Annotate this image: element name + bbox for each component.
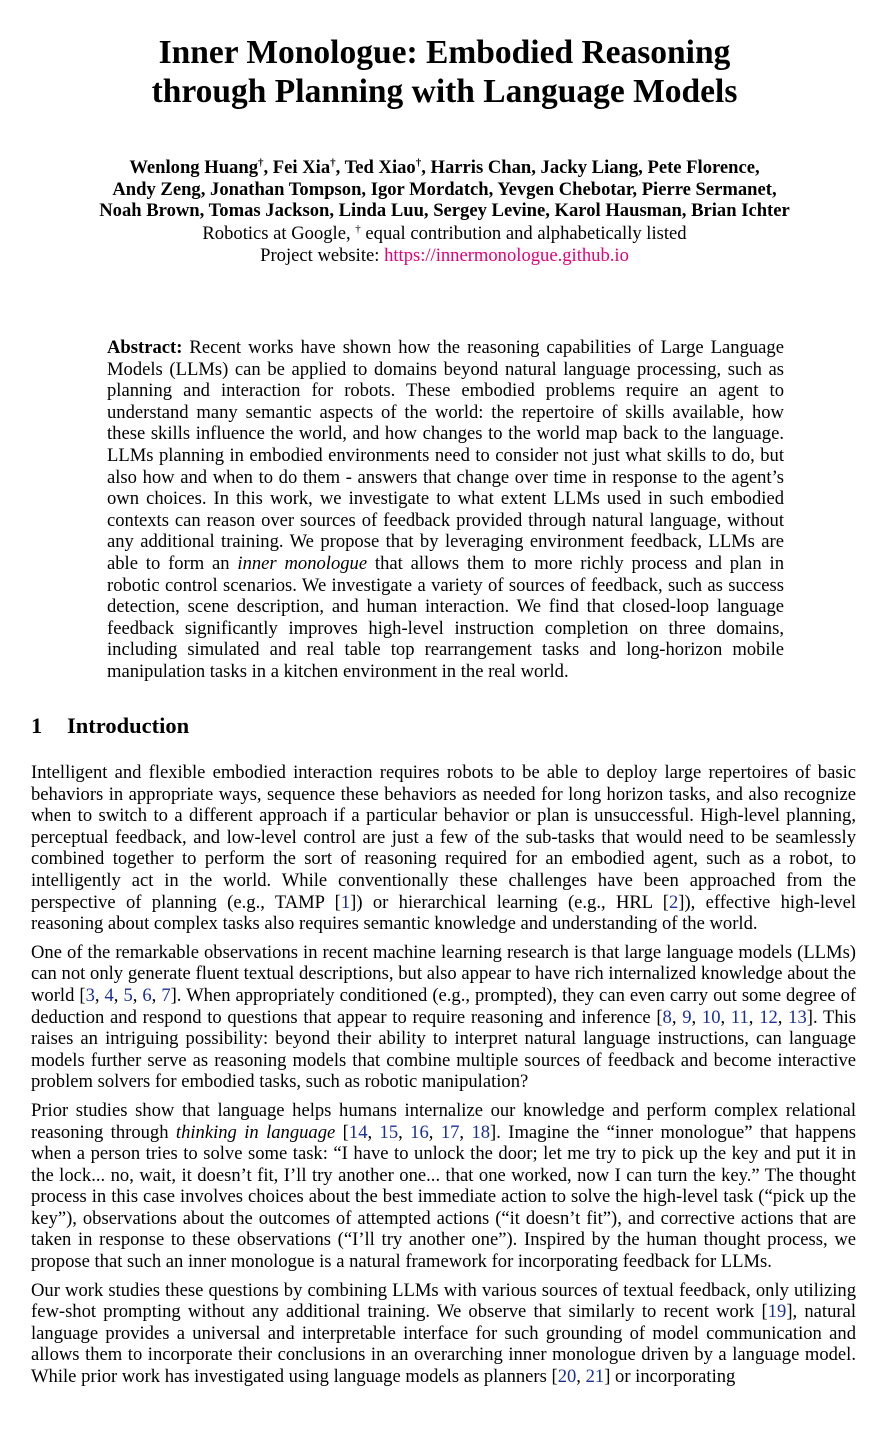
abstract-text: that allows them to more richly process and plan in robotic control scenarios. We investigate a variety of sources of feedback, such as success detection, scene description, and human interaction. We find that closed-loop language feedback significantly improves high-level instruction completion on three domains, including simulated and real table top rearrangement tasks and long-horizon mobile manipulation tasks in a kitchen environment in the real world. [107,552,785,682]
citation-link[interactable]: 10 [701,1006,721,1028]
citation-link[interactable]: 21 [585,1366,605,1388]
paragraph-text: ] or incorporating [604,1366,736,1388]
author-list [0,157,889,222]
paragraph: One of the remarkable observations in recent machine learning research is that large language models (LLMs) can not only generate fluent textual descriptions, but also appear to have rich internalized knowledge about the world [3, 4, 5, 6, 7]. When appropriately conditioned (e.g., prompted), they can even carry out some degree of deduction and respond to questions that appear to require reasoning and inference [8, 9, 10, 11, 12, 13]. This raises an intriguing possibility: beyond their ability to interpret natural language instructions, can language models further serve as reasoning models that combine multiple sources of feedback and become interactive problem solvers for embodied tasks, such as robotic manipulation? [31,941,857,1093]
abstract-text: Recent works have shown how the reasoning capabilities of Large Language Models (LLMs) can be applied to domains beyond natural language processing, such as planning and interaction for robots. These embodied problems require an agent to understand many semantic aspects of the world: the repertoire of skills available, how these skills influence the world, and how changes to the world map back to the language. LLMs planning in embodied environments need to consider not just what skills to do, but also how and when to do them - answers that change over time in response to the agent’s own choices. In this work, we investigate to what extent LLMs used in such embodied contexts can reason over sources of feedback provided through natural language, without any additional training. We propose that by leveraging environment feedback, LLMs are able to form an [107,337,784,574]
citation-link[interactable]: 1 [340,891,351,913]
paragraph-text: ]. Imagine the “inner monologue” that happens when a person tries to solve some task: “I have to unlock the door; let me try to pick up the key and put it in the lock... no, wait, it doesn’t fit, I’ll try another one... that one worked, now I can turn the key.” The thought process in this case involves choices about the best immediate action to solve the high-level task (“pick up the key”), observations about the outcomes of attempted actions (“it doesn’t fit”), and corrective actions that are taken in response to these observations (“I’ll try another one”). Inspired by the human thought process, we propose that such an inner monologue is a natural framework for incorporating feedback for LLMs. [31,1121,857,1273]
author-name: , Fei Xia [263,157,331,178]
title-line: through Planning with Language Models [151,73,738,110]
paragraph-text: Intelligent and flexible embodied interaction requires robots to be able to deploy large repertoires of basic behaviors in appropriate ways, sequence these behaviors as needed for long horizon tasks, and also recognize when to switch to a different approach if a particular behavior or plan is unsuccessful. High-level planning, perceptual feedback, and low-level control are just a few of the sub-tasks that would need to be seamlessly combined together to perform the sort of reasoning required for an embodied agent, such as a robot, to intelligently act in the world. While conventionally these challenges have been approached from the perspective of planning (e.g., TAMP [ [31,762,856,913]
citation-link[interactable]: 15 [379,1121,399,1143]
paragraph-emphasis: thinking in language [175,1121,336,1143]
paragraph-text: ]) or hierarchical learning (e.g., HRL [ [350,891,669,913]
paragraph [31,762,856,935]
citation-link[interactable]: 4 [104,984,114,1006]
paragraph-text: ]. This raises an intriguing possibility: beyond their ability to interpret natural language instructions, can language models further serve as reasoning models that combine multiple sources of feedback and become interactive problem solvers for embodied tasks, such as robotic manipulation? [31,1006,857,1093]
citation-link[interactable]: 6 [142,984,152,1006]
citation-link[interactable]: 19 [767,1301,787,1323]
citation-link[interactable]: 14 [348,1121,368,1143]
citation-link[interactable]: 2 [668,891,679,913]
paragraph-text: Our work studies these questions by combining LLMs with various sources of textual feedback, only utilizing few-shot prompting without any additional training. We observe that similarly to recent work [ [31,1279,856,1323]
paragraph-text: ]), effective high-level reasoning about complex tasks also requires semantic knowledge and understanding of the world. [31,891,857,935]
citation-link[interactable]: 12 [759,1006,778,1028]
citation-link[interactable]: 18 [471,1121,491,1143]
section-heading [31,712,189,740]
author-line: Andy Zeng, Jonathan Tompson, Igor Mordatch, Yevgen Chebotar, Pierre Sermanet, [112,178,777,200]
abstract-label: Abstract: [107,337,183,358]
citation-link[interactable]: 8 [662,1006,672,1028]
paragraph-text: One of the remarkable observations in recent machine learning research is that large language models (LLMs) can not only generate fluent textual descriptions, but also appear to have rich internalized knowledge about the world [ [31,941,856,1006]
author-name: , Harris Chan, Jacky Liang, Pete Florence, [421,157,760,178]
author-name: Wenlong Huang [129,157,258,178]
citation-link[interactable]: 13 [788,1006,807,1028]
equal-contribution-mark: † [330,157,336,169]
paragraph-text: ], natural language provides a universal and interpretable interface for such grounding of model communication and allows them to incorporate their conclusions in an overarching inner monologue driven by a language model. While prior work has investigated using language models as planners [ [31,1301,856,1388]
project-website-link[interactable]: https://innermonologue.github.io [384,245,629,266]
equal-contribution-mark: † [258,157,264,169]
affiliation-text: Robotics at Google, [202,223,356,244]
paragraph: Prior studies show that language helps humans internalize our knowledge and perform complex relational reasoning through thinking in language [14, 15, 16, 17, 18]. Imagine the “inner monologue” that happens when a person tries to solve some task: “I have to unlock the door; let me try to pick up the key and put it in the lock... no, wait, it doesn’t fit, I’ll try another one... that one worked, now I can turn the key.” The thought process in this case involves choices about the best immediate action to solve the high-level task (“pick up the key”), observations about the outcomes of attempted actions (“it doesn’t fit”), and corrective actions that are taken in response to these observations (“I’ll try another one”). Inspired by the human thought process, we propose that such an inner monologue is a natural framework for incorporating feedback for LLMs. [31,1099,857,1273]
section-number: 1 [31,713,43,738]
affiliation [0,223,889,245]
author-name: , Ted Xiao [335,157,416,178]
section-title: Introduction [67,713,190,738]
citation-link[interactable]: 17 [440,1121,460,1143]
equal-contribution-mark: † [355,223,361,235]
project-website [0,245,889,267]
citation-link[interactable]: 11 [730,1006,749,1028]
paragraph: Our work studies these questions by combining LLMs with various sources of textual feedback, only utilizing few-shot prompting without any additional training. We observe that similarly to recent work [19], natural language provides a universal and interpretable interface for such grounding of model communication and allows them to incorporate their conclusions in an overarching inner monologue driven by a language model. While prior work has investigated using language models as planners [20, 21] or incorporating [31,1279,856,1388]
body-text [31,762,856,1395]
equal-contribution-mark: † [415,157,422,169]
citation-link[interactable]: 3 [85,984,95,1006]
citation-link[interactable]: 20 [557,1366,577,1388]
abstract [107,337,784,683]
title-line: Inner Monologue: Embodied Reasoning [158,34,731,71]
paragraph-text: [ [335,1121,349,1143]
citation-link[interactable]: 5 [123,984,133,1006]
affiliation-note: equal contribution and alphabetically listed [360,223,687,244]
citation-link[interactable]: 16 [410,1121,429,1143]
citation-link[interactable]: 9 [682,1006,692,1028]
abstract-emphasis: inner monologue [237,552,368,574]
paper-title [0,33,889,111]
author-line: Noah Brown, Tomas Jackson, Linda Luu, Sergey Levine, Karol Hausman, Brian Ichter [99,200,790,221]
citation-link[interactable]: 7 [161,984,171,1006]
website-label: Project website: [260,245,385,266]
author-line [129,157,759,178]
paragraph-text: ]. When appropriately conditioned (e.g., prompted), they can even carry out some degree of deduction and respond to questions that appear to require reasoning and inference [ [31,984,857,1028]
paragraph-text: Prior studies show that language helps humans internalize our knowledge and perform complex relational reasoning through [31,1099,856,1143]
